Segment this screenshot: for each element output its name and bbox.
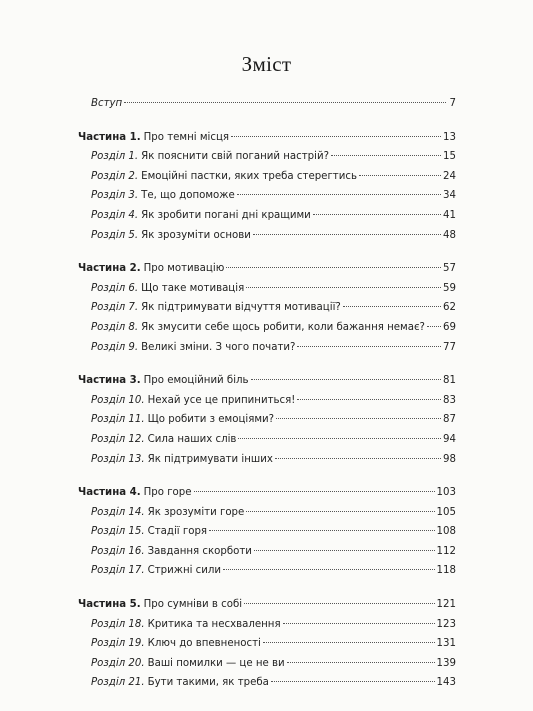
toc-page-number: 48	[443, 229, 456, 241]
dot-leader	[297, 399, 441, 400]
toc-entry-label: Розділ 17.	[91, 565, 145, 577]
dot-leader	[343, 306, 441, 307]
dot-leader	[251, 379, 441, 380]
dot-leader	[359, 175, 441, 176]
dot-leader	[237, 194, 441, 195]
toc-entry-title: Як підтримувати інших	[147, 453, 273, 465]
dot-leader	[231, 136, 441, 137]
toc-page-number: 34	[443, 190, 456, 202]
toc-entry-label: Розділ 1.	[91, 151, 139, 163]
toc-chapter-entry	[78, 654, 456, 674]
toc-entry-title: Нехай усе це припиниться!	[147, 394, 296, 406]
toc-page-number: 15	[443, 151, 456, 163]
toc-chapter-entry	[78, 186, 456, 206]
toc-entry-label: Розділ 8.	[91, 321, 139, 333]
table-of-contents	[78, 94, 456, 707]
toc-page-number: 7	[449, 98, 456, 109]
dot-leader	[223, 569, 435, 570]
toc-entry-title: Про горе	[143, 487, 192, 499]
toc-entry-label: Розділ 5.	[91, 229, 139, 241]
toc-entry-label: Розділ 2.	[91, 170, 139, 182]
toc-part-entry	[78, 259, 456, 279]
toc-entry-title: Про емоційний біль	[143, 375, 249, 387]
toc-entry-title: Сила наших слів	[147, 433, 237, 445]
toc-entry-label: Розділ 7.	[91, 302, 139, 314]
dot-leader	[124, 102, 446, 103]
toc-entry-label: Розділ 6.	[91, 282, 139, 294]
toc-entry-label: Частина 3.	[78, 375, 141, 387]
toc-page-number: 62	[443, 302, 456, 314]
dot-leader	[254, 550, 435, 551]
toc-chapter-entry	[78, 410, 456, 430]
toc-page-number: 123	[436, 618, 456, 630]
toc-page-number: 108	[436, 526, 456, 538]
toc-entry-title: Ключ до впевненості	[147, 638, 261, 650]
dot-leader	[238, 438, 441, 439]
toc-entry-title: Великі зміни. З чого почати?	[141, 341, 296, 353]
toc-chapter-entry	[78, 94, 456, 114]
toc-page-number: 103	[436, 487, 456, 499]
toc-entry-title: Як змусити себе щось робити, коли бажання немає?	[141, 321, 425, 333]
toc-entry-label: Частина 2.	[78, 263, 141, 275]
toc-part-entry	[78, 595, 456, 615]
toc-page-number: 94	[443, 433, 456, 445]
toc-entry-label: Розділ 3.	[91, 190, 139, 202]
toc-entry-title: Те, що допоможе	[141, 190, 235, 202]
toc-page-number: 69	[443, 321, 456, 333]
dot-leader	[331, 155, 441, 156]
toc-section	[78, 94, 456, 114]
toc-entry-title: Завдання скорботи	[147, 545, 252, 557]
toc-entry-label: Розділ 20.	[91, 657, 145, 669]
toc-page-number: 41	[443, 209, 456, 221]
toc-chapter-entry	[78, 561, 456, 581]
toc-page-number: 105	[436, 506, 456, 518]
toc-entry-title: Стадії горя	[147, 526, 208, 538]
toc-entry-label: Розділ 14.	[91, 506, 145, 518]
toc-entry-label: Розділ 4.	[91, 209, 139, 221]
toc-chapter-entry	[78, 318, 456, 338]
toc-page-number: 83	[443, 394, 456, 406]
toc-page-number: 59	[443, 282, 456, 294]
toc-entry-label: Розділ 15.	[91, 526, 145, 538]
toc-entry-title: Стрижні сили	[147, 565, 222, 577]
dot-leader	[194, 491, 435, 492]
toc-part-entry	[78, 371, 456, 391]
toc-entry-title: Про мотивацію	[143, 263, 225, 275]
toc-entry-title: Як пояснити свій поганий настрій?	[141, 151, 329, 163]
toc-entry-title: Як зрозуміти основи	[141, 229, 251, 241]
toc-section	[78, 128, 456, 246]
toc-page-number: 139	[436, 657, 456, 669]
toc-entry-title: Як зрозуміти горе	[147, 506, 245, 518]
toc-chapter-entry	[78, 226, 456, 246]
dot-leader	[313, 214, 441, 215]
toc-chapter-entry	[78, 298, 456, 318]
toc-page-number: 121	[436, 599, 456, 611]
page-title: Зміст	[241, 52, 292, 76]
toc-chapter-entry	[78, 634, 456, 654]
toc-entry-title: Критика та несхвалення	[147, 618, 281, 630]
toc-entry-title: Емоційні пастки, яких треба стерегтись	[141, 170, 357, 182]
toc-entry-title: Що робити з емоціями?	[147, 414, 275, 426]
toc-chapter-entry	[78, 503, 456, 523]
toc-chapter-entry	[78, 167, 456, 187]
toc-page-number: 87	[443, 414, 456, 426]
toc-entry-label: Частина 4.	[78, 487, 141, 499]
toc-chapter-entry	[78, 147, 456, 167]
toc-entry-label: Розділ 10.	[91, 394, 145, 406]
toc-section	[78, 371, 456, 469]
toc-chapter-entry	[78, 450, 456, 470]
dot-leader	[246, 287, 441, 288]
toc-page-number: 143	[436, 677, 456, 689]
toc-chapter-entry	[78, 279, 456, 299]
toc-entry-title: Що таке мотивація	[141, 282, 245, 294]
toc-part-entry	[78, 483, 456, 503]
dot-leader	[297, 346, 441, 347]
toc-page-number: 131	[436, 638, 456, 650]
toc-chapter-entry	[78, 391, 456, 411]
toc-page-number: 24	[443, 170, 456, 182]
toc-chapter-entry	[78, 615, 456, 635]
toc-entry-label: Розділ 19.	[91, 638, 145, 650]
dot-leader	[287, 662, 435, 663]
dot-leader	[427, 326, 441, 327]
toc-chapter-entry	[78, 206, 456, 226]
toc-entry-label: Частина 1.	[78, 131, 141, 143]
toc-entry-label: Розділ 12.	[91, 433, 145, 445]
dot-leader	[263, 642, 435, 643]
toc-entry-label: Вступ	[91, 98, 123, 109]
toc-page-number: 112	[436, 545, 456, 557]
dot-leader	[276, 418, 441, 419]
dot-leader	[283, 623, 435, 624]
toc-page-number: 77	[443, 341, 456, 353]
toc-entry-title: Як підтримувати відчуття мотивації?	[141, 302, 341, 314]
dot-leader	[271, 681, 435, 682]
toc-page-number: 81	[443, 375, 456, 387]
toc-entry-label: Частина 5.	[78, 599, 141, 611]
toc-section	[78, 259, 456, 357]
toc-chapter-entry	[78, 430, 456, 450]
dot-leader	[253, 234, 441, 235]
toc-chapter-entry	[78, 673, 456, 693]
toc-entry-label: Розділ 18.	[91, 618, 145, 630]
toc-entry-label: Розділ 21.	[91, 677, 145, 689]
toc-page-number: 98	[443, 453, 456, 465]
toc-chapter-entry	[78, 522, 456, 542]
toc-entry-title: Про темні місця	[143, 131, 230, 143]
dot-leader	[226, 267, 441, 268]
toc-entry-label: Розділ 13.	[91, 453, 145, 465]
toc-chapter-entry	[78, 338, 456, 358]
toc-part-entry	[78, 128, 456, 148]
toc-entry-title: Про сумніви в собі	[143, 599, 243, 611]
dot-leader	[209, 530, 435, 531]
toc-entry-label: Розділ 16.	[91, 545, 145, 557]
toc-page-number: 57	[443, 263, 456, 275]
toc-page-number: 118	[436, 565, 456, 577]
toc-entry-label: Розділ 11.	[91, 414, 145, 426]
toc-entry-label: Розділ 9.	[91, 341, 139, 353]
toc-entry-title: Ваші помилки — це не ви	[147, 657, 285, 669]
dot-leader	[275, 458, 441, 459]
toc-section	[78, 483, 456, 581]
dot-leader	[246, 511, 434, 512]
toc-chapter-entry	[78, 542, 456, 562]
toc-section	[78, 595, 456, 693]
dot-leader	[244, 603, 434, 604]
toc-entry-title: Як зробити погані дні кращими	[141, 209, 311, 221]
toc-entry-title: Бути такими, як треба	[147, 677, 269, 689]
toc-page-number: 13	[443, 131, 456, 143]
